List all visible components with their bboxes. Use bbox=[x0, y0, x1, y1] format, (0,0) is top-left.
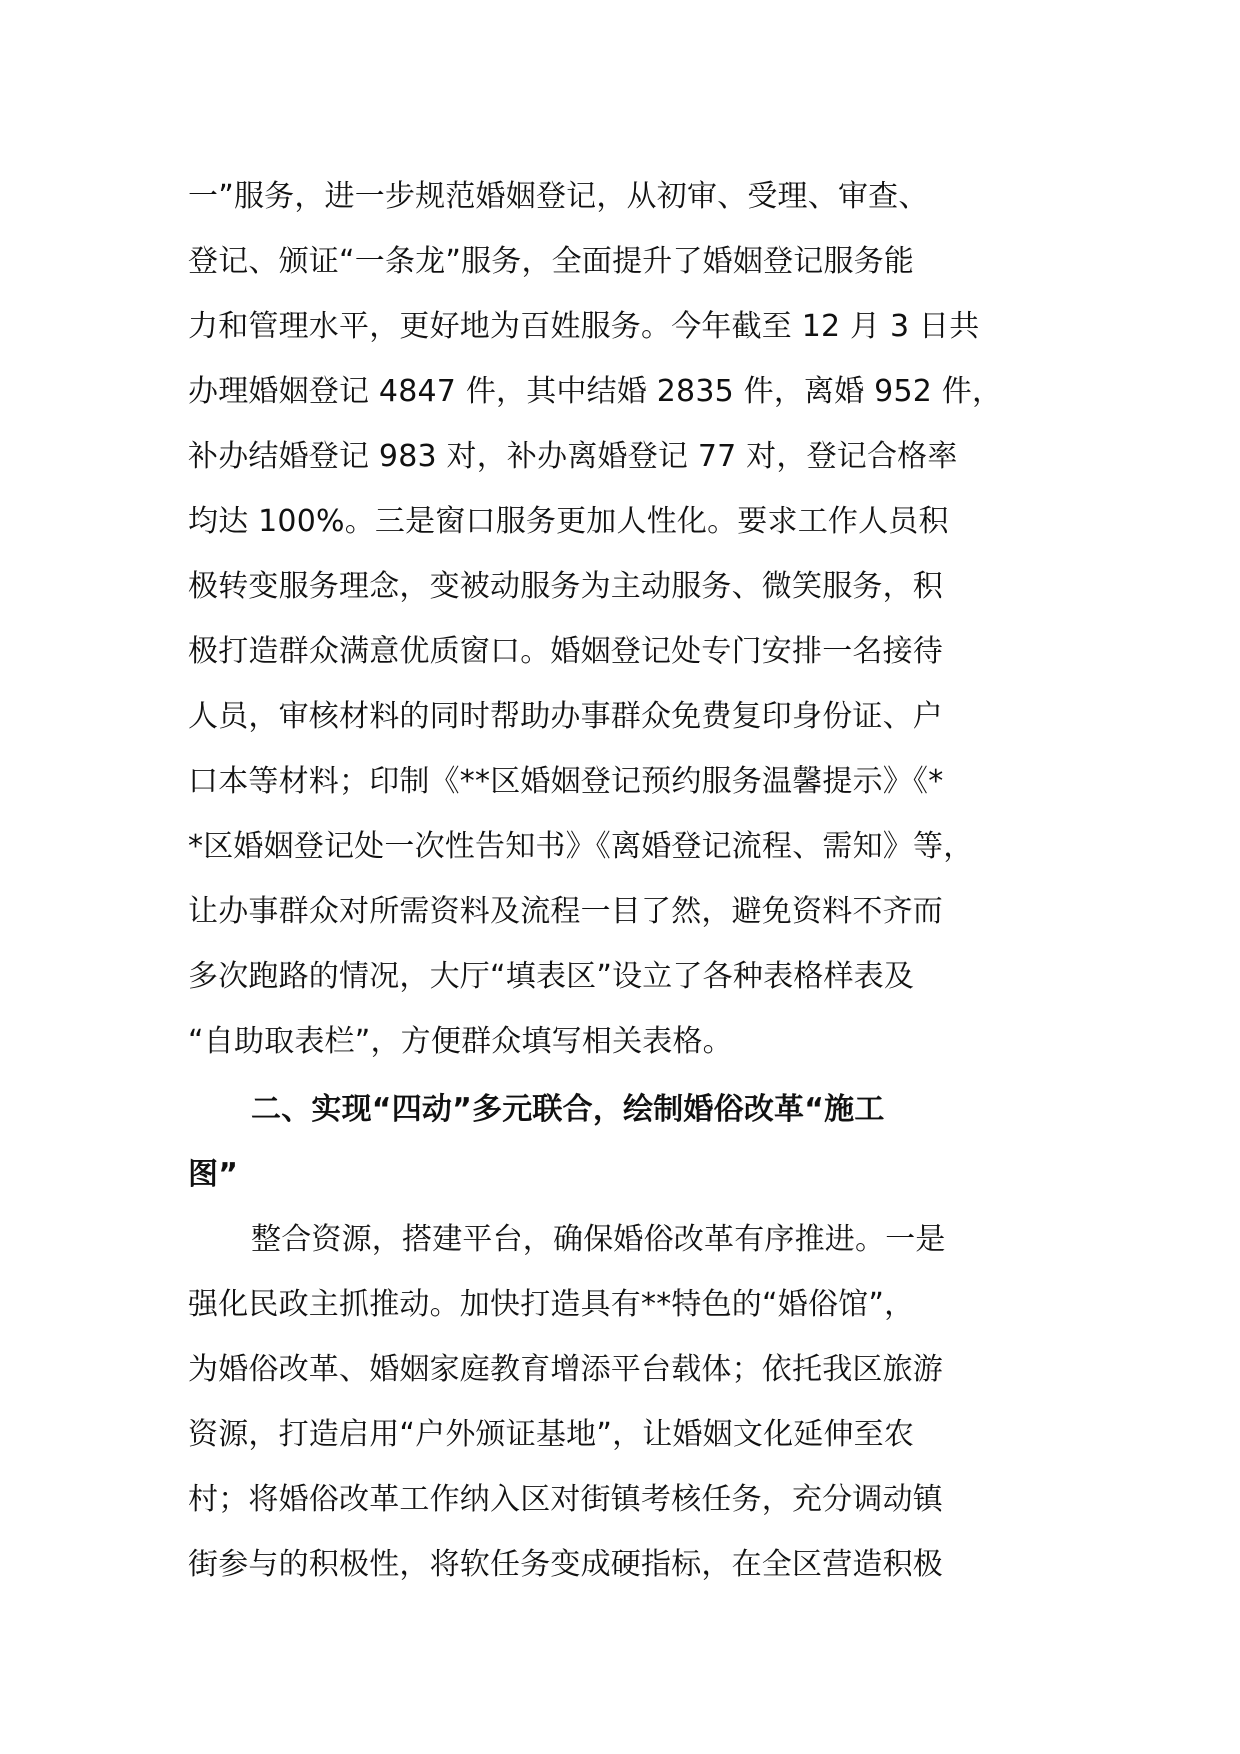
text-line: 为婚俗改革、婚姻家庭教育增添平台载体；依托我区旅游 bbox=[188, 1352, 943, 1387]
text-line: “自助取表栏”，方便群众填写相关表格。 bbox=[188, 1024, 733, 1059]
text-line: 强化民政主抓推动。加快打造具有**特色的“婚俗馆”， bbox=[188, 1287, 915, 1322]
heading-line: 图” bbox=[188, 1157, 239, 1192]
text-line: *区婚姻登记处一次性告知书》《离婚登记流程、需知》等， bbox=[188, 829, 974, 864]
text-line: 村；将婚俗改革工作纳入区对街镇考核任务，充分调动镇 bbox=[188, 1482, 943, 1517]
paragraph-registration-service bbox=[188, 164, 1080, 1074]
section-heading bbox=[188, 1077, 1080, 1207]
text-line: 力和管理水平，更好地为百姓服务。今年截至 12 月 3 日共 bbox=[188, 309, 980, 344]
text-line: 一”服务，进一步规范婚姻登记，从初审、受理、审查、 bbox=[188, 179, 929, 214]
text-line: 口本等材料；印制《**区婚姻登记预约服务温馨提示》《* bbox=[188, 764, 944, 799]
text-line: 资源，打造启用“户外颁证基地”，让婚姻文化延伸至农 bbox=[188, 1417, 915, 1452]
paragraph-resource-integration bbox=[188, 1207, 1080, 1597]
heading-line: 二、实现“四动”多元联合，绘制婚俗改革“施工 bbox=[251, 1092, 885, 1127]
text-line: 登记、颁证“一条龙”服务，全面提升了婚姻登记服务能 bbox=[188, 244, 915, 279]
text-line: 办理婚姻登记 4847 件，其中结婚 2835 件，离婚 952 件， bbox=[188, 374, 1003, 409]
text-line: 多次跑路的情况，大厅“填表区”设立了各种表格样表及 bbox=[188, 959, 915, 994]
text-line: 极转变服务理念，变被动服务为主动服务、微笑服务，积 bbox=[188, 569, 943, 604]
text-line: 补办结婚登记 983 对，补办离婚登记 77 对，登记合格率 bbox=[188, 439, 958, 474]
text-line: 均达 100%。三是窗口服务更加人性化。要求工作人员积 bbox=[188, 504, 949, 539]
text-line: 极打造群众满意优质窗口。婚姻登记处专门安排一名接待 bbox=[188, 634, 943, 669]
text-line: 整合资源，搭建平台，确保婚俗改革有序推进。一是 bbox=[251, 1222, 946, 1257]
text-line: 让办事群众对所需资料及流程一目了然，避免资料不齐而 bbox=[188, 894, 943, 929]
text-line: 街参与的积极性，将软任务变成硬指标，在全区营造积极 bbox=[188, 1547, 943, 1582]
text-line: 人员，审核材料的同时帮助办事群众免费复印身份证、户 bbox=[188, 699, 943, 734]
